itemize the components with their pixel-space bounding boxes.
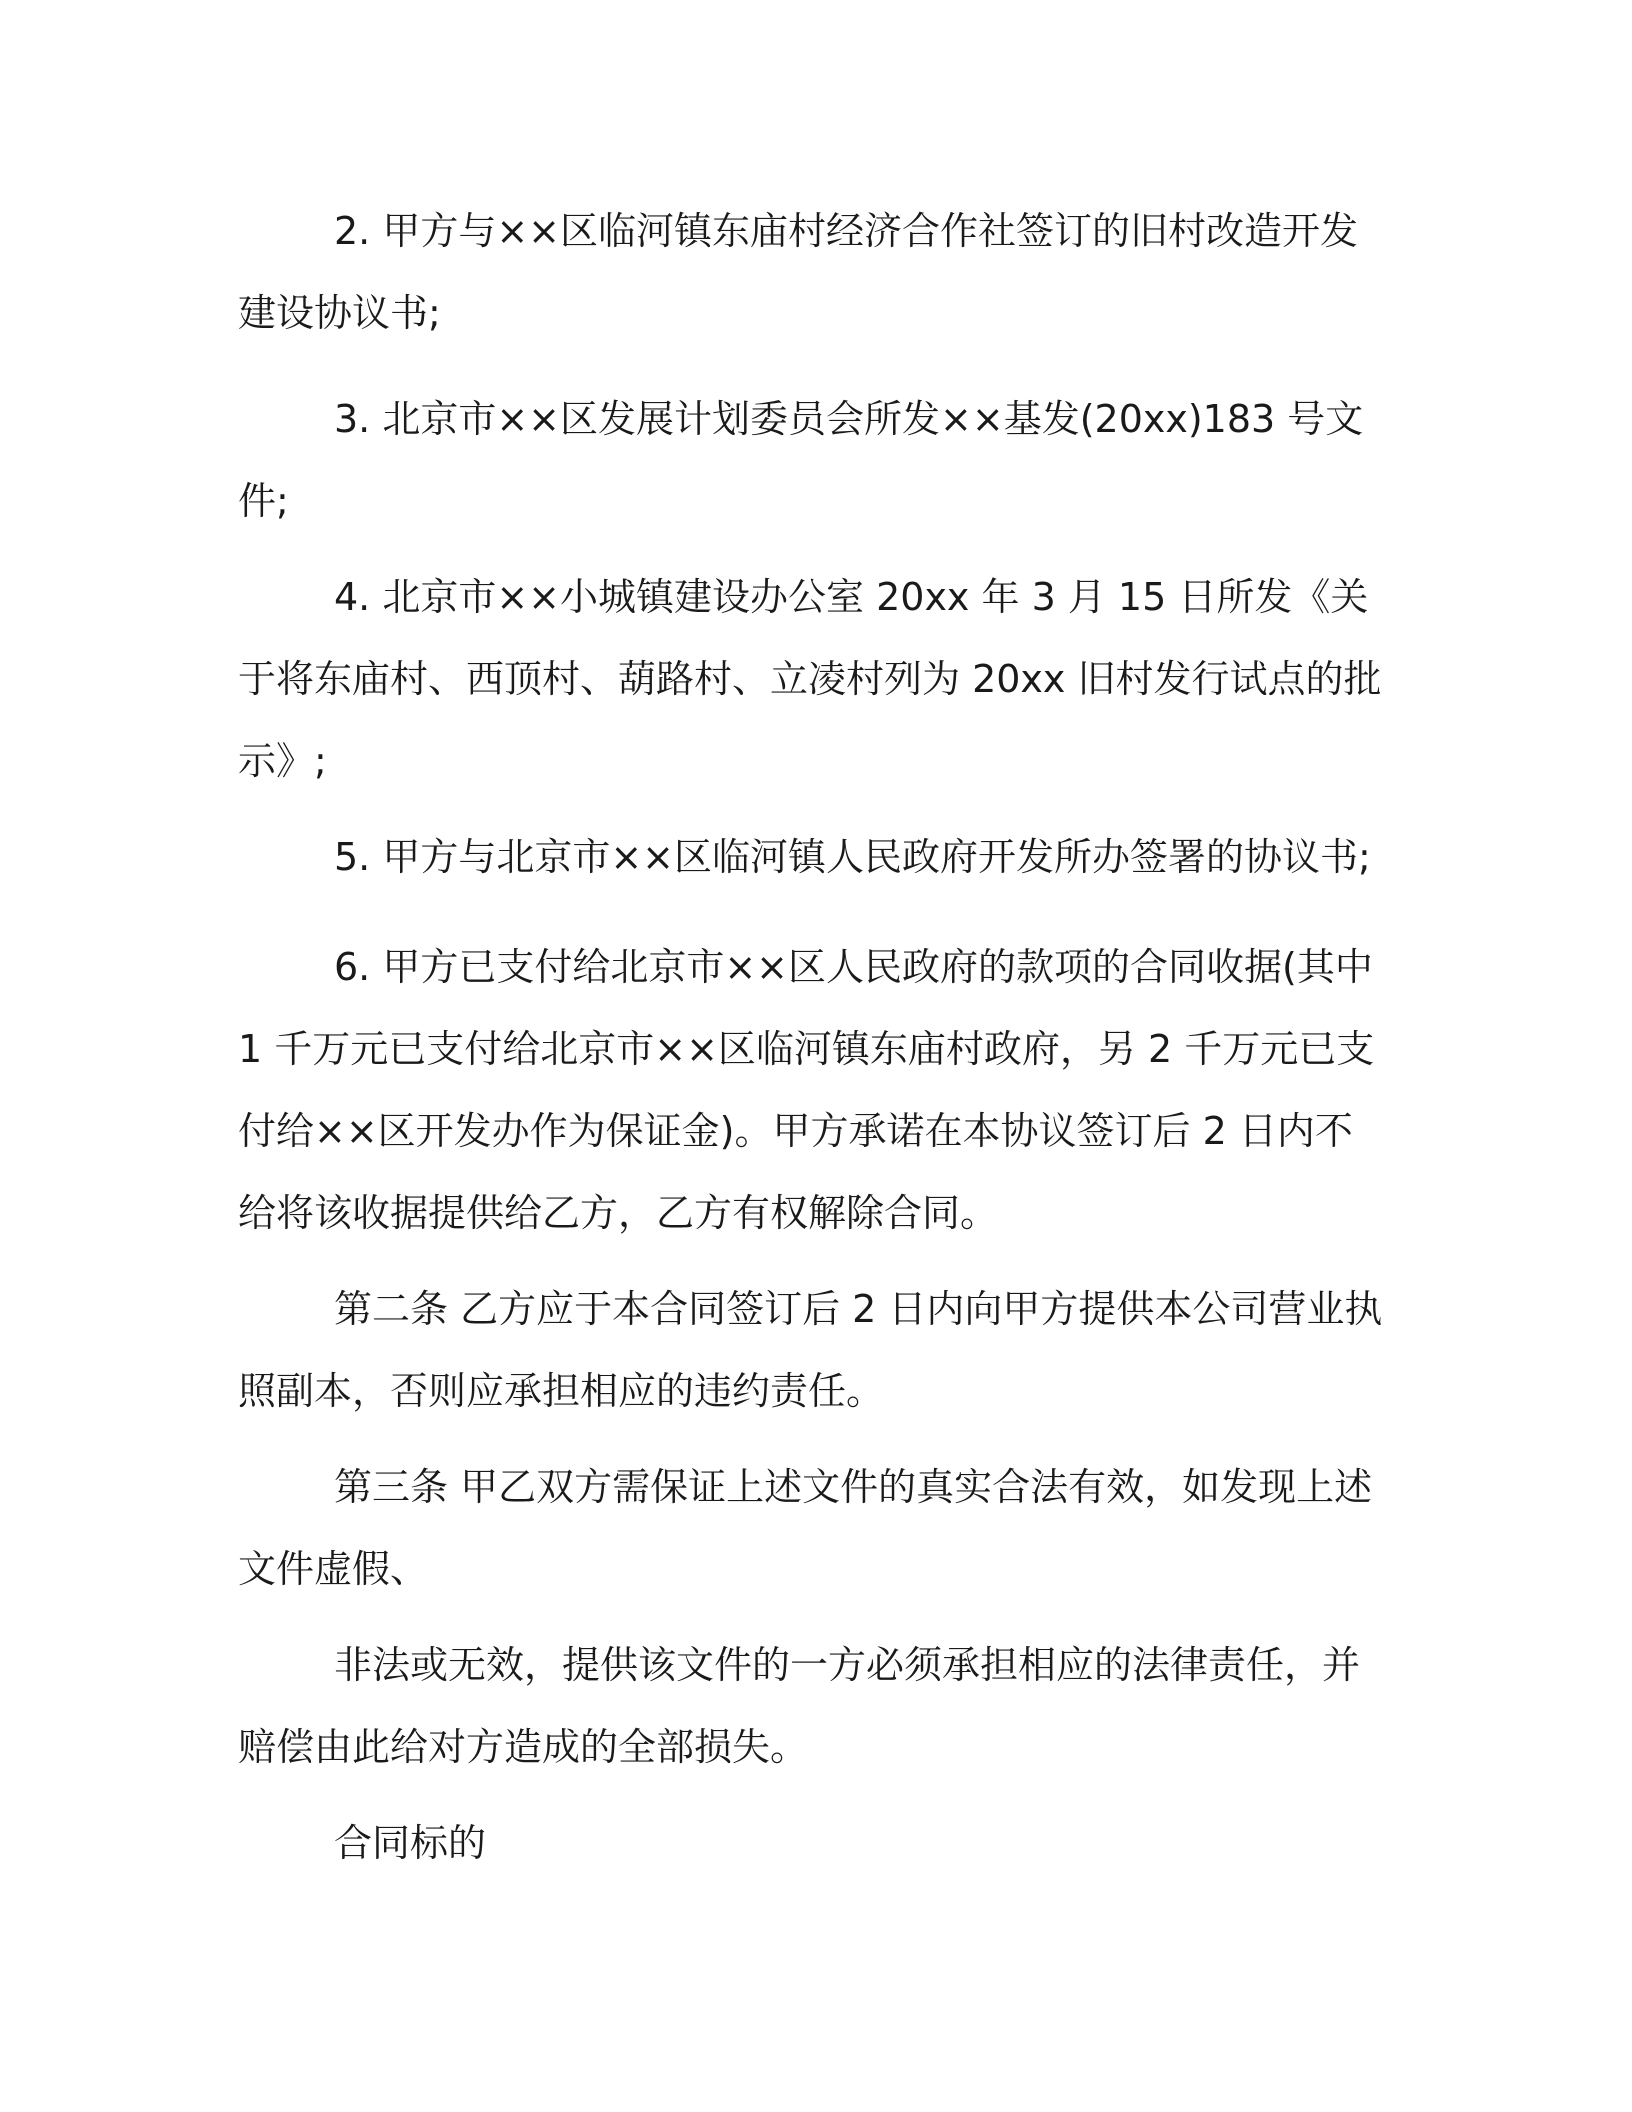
paragraph-item-5: 5. 甲方与北京市××区临河镇人民政府开发所办签署的协议书; <box>334 835 1371 879</box>
article-2-paragraph: 第二条 乙方应于本合同签订后 2 日内向甲方提供本公司营业执照副本，否则应承担相应的违约责任。 <box>238 1287 1383 1413</box>
article-3-continuation: 非法或无效，提供该文件的一方必须承担相应的法律责任，并赔偿由此给对方造成的全部损失。 <box>238 1643 1361 1769</box>
article-3-paragraph: 第三条 甲乙双方需保证上述文件的真实合法有效，如发现上述文件虚假、 <box>238 1465 1373 1591</box>
paragraph-item-2: 2. 甲方与××区临河镇东庙村经济合作社签订的旧村改造开发建设协议书; <box>238 209 1359 335</box>
paragraph-item-3: 3. 北京市××区发展计划委员会所发××基发(20xx)183 号文件; <box>238 397 1364 523</box>
document-body <box>238 190 1390 1884</box>
paragraph-item-6: 6. 甲方已支付给北京市××区人民政府的款项的合同收据(其中 1 千万元已支付给北京市××区临河镇东庙村政府，另 2 千万元已支付给××区开发办作为保证金)。甲方承诺在本协议签订后 2 日内不给将该收据提供给乙方，乙方有权解除合同。 <box>238 945 1375 1235</box>
section-heading-contract-subject: 合同标的 <box>334 1821 487 1865</box>
paragraph-item-4: 4. 北京市××小城镇建设办公室 20xx 年 3 月 15 日所发《关于将东庙村、西顶村、葫路村、立凌村列为 20xx 旧村发行试点的批示》; <box>238 575 1382 783</box>
